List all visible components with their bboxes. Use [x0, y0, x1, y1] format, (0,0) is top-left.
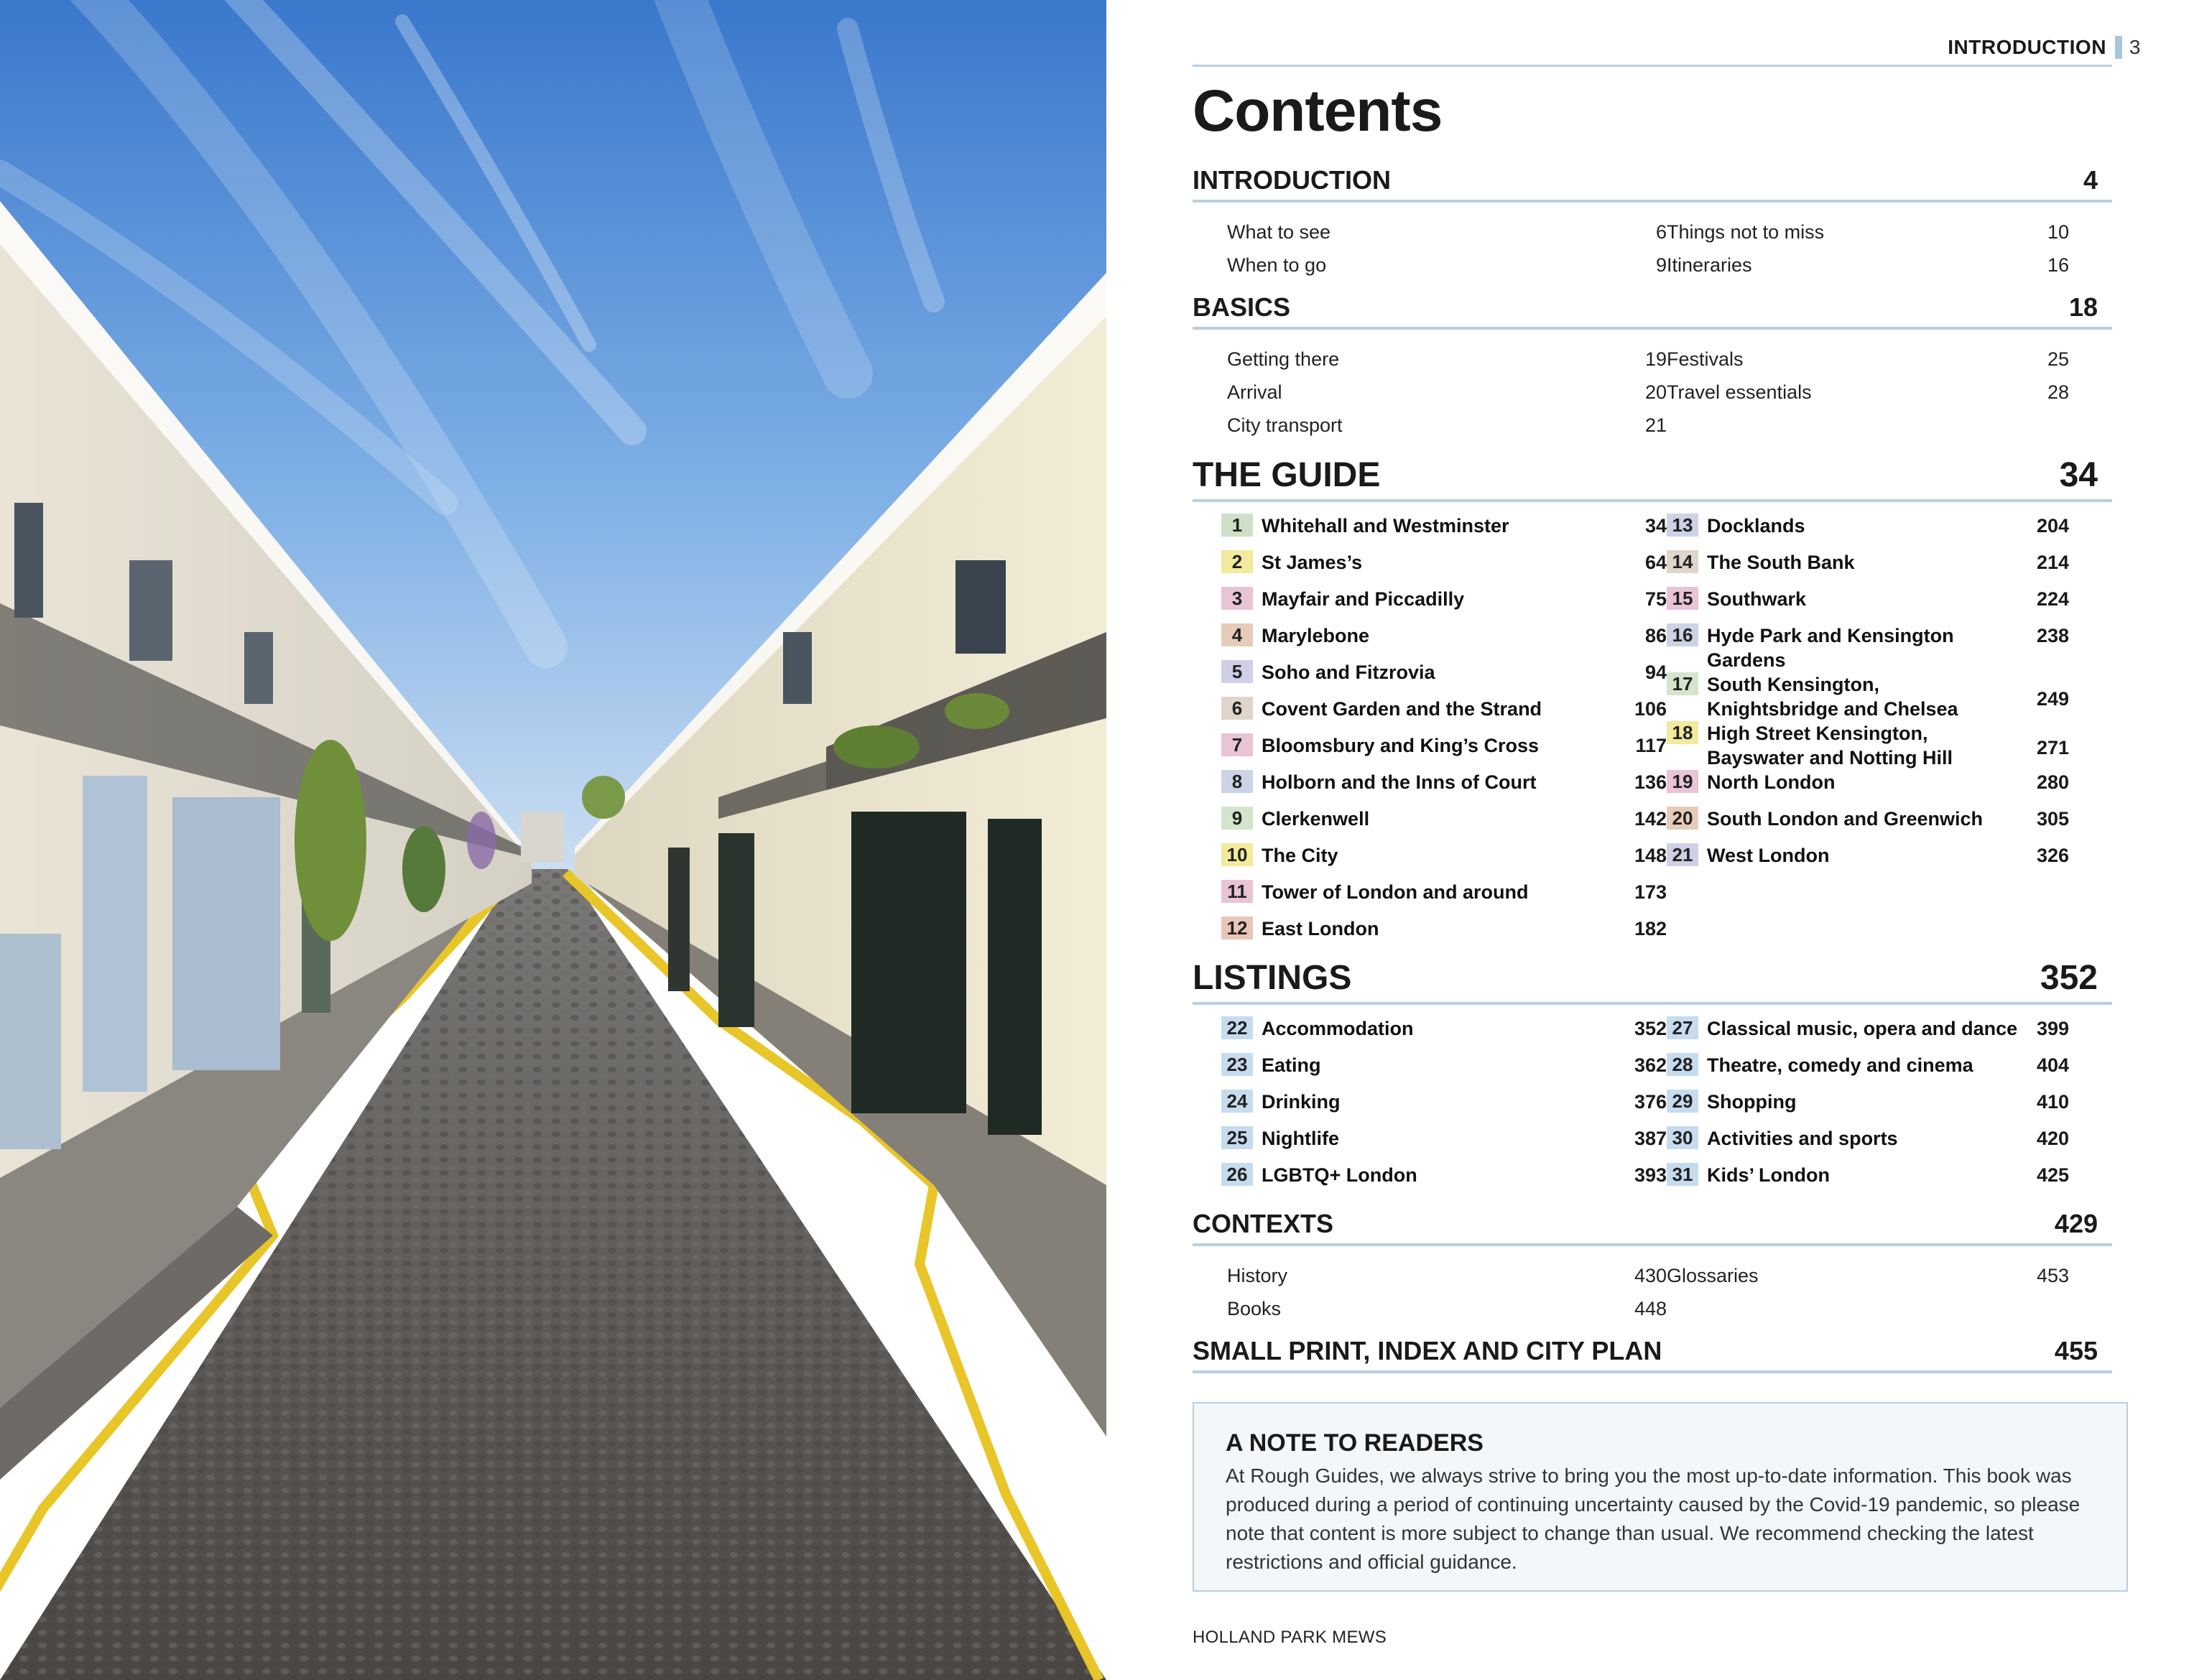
section-introduction: [1193, 165, 2112, 282]
section-title: LISTINGS: [1193, 959, 1352, 997]
chapter-number-badge: 1: [1221, 514, 1253, 537]
chapter-number-badge: 2: [1221, 550, 1253, 573]
chapter-page: 362: [1634, 1054, 1667, 1076]
chapter-page: 249: [2036, 688, 2069, 710]
chapter-title: Southwark: [1707, 588, 1807, 610]
note-to-readers-box: [1193, 1402, 2128, 1592]
chapter-entry[interactable]: [1667, 807, 2069, 843]
chapter-number-badge: 28: [1667, 1053, 1698, 1076]
toc-entry-page: 448: [1634, 1298, 1667, 1319]
running-head-bar: [2115, 36, 2122, 59]
chapter-number-badge: 31: [1667, 1163, 1698, 1186]
page-number: 3: [2129, 36, 2141, 58]
page-title: Contents: [1193, 78, 1443, 144]
chapter-number-badge: 8: [1221, 770, 1253, 793]
running-head-label: INTRODUCTION: [1948, 36, 2106, 58]
chapter-entry[interactable]: [1667, 1053, 2069, 1090]
chapter-page: 117: [1635, 735, 1667, 756]
section-header[interactable]: [1193, 1336, 2112, 1373]
toc-entry[interactable]: [1667, 1259, 2069, 1292]
chapter-entry[interactable]: [1193, 623, 1667, 660]
chapter-entry[interactable]: [1193, 1163, 1667, 1199]
section-title: SMALL PRINT, INDEX AND CITY PLAN: [1193, 1336, 1662, 1365]
section-title: CONTEXTS: [1193, 1209, 1334, 1238]
toc-entry-label: Arrival: [1227, 381, 1282, 403]
chapter-number-badge: 12: [1221, 916, 1253, 939]
chapter-list-right: [1667, 514, 2069, 953]
chapter-page: 326: [2036, 845, 2069, 866]
chapter-list-right: [1667, 1016, 2069, 1199]
chapter-title-line: Knightsbridge and Chelsea: [1707, 698, 1958, 720]
chapter-entry[interactable]: [1667, 587, 2069, 623]
chapter-page: 387: [1634, 1128, 1667, 1149]
chapter-page: 86: [1644, 625, 1667, 646]
chapter-number-badge: 3: [1221, 587, 1253, 610]
toc-entry[interactable]: [1667, 215, 2069, 249]
section-page: 18: [2068, 292, 2098, 322]
plain-list-right: [1667, 343, 2069, 442]
section-title: BASICS: [1193, 292, 1291, 322]
chapter-title-line: Bayswater and Notting Hill: [1707, 747, 1953, 769]
chapter-page: 376: [1634, 1091, 1667, 1113]
section-header[interactable]: [1193, 1209, 2112, 1246]
toc-entry-page: 21: [1644, 414, 1667, 436]
chapter-page: 305: [2036, 808, 2069, 830]
toc-entry-label: Festivals: [1667, 348, 1744, 370]
chapter-number-badge: 13: [1667, 514, 1698, 537]
toc-entry-label: What to see: [1227, 221, 1331, 243]
chapter-title: Whitehall and Westminster: [1262, 515, 1509, 537]
chapter-number-badge: 21: [1667, 843, 1698, 866]
chapter-entry[interactable]: [1193, 770, 1667, 807]
toc-entry[interactable]: [1193, 1292, 1667, 1325]
chapter-title: Clerkenwell: [1262, 808, 1370, 830]
section-basics: [1193, 292, 2112, 442]
chapter-list-left: [1193, 514, 1667, 953]
chapter-page: 64: [1644, 552, 1667, 573]
chapter-title: South London and Greenwich: [1707, 808, 1983, 830]
chapter-page: 106: [1634, 698, 1667, 720]
chapter-entry[interactable]: [1193, 807, 1667, 843]
chapter-number-badge: 5: [1221, 660, 1253, 683]
toc-entry-page: 430: [1634, 1265, 1667, 1286]
chapter-page: 148: [1634, 845, 1667, 866]
chapter-entry[interactable]: [1193, 733, 1667, 770]
chapter-entry[interactable]: [1193, 514, 1667, 550]
chapter-page: 404: [2036, 1054, 2069, 1076]
toc-entry-page: 28: [2047, 381, 2069, 403]
contents-page: [1193, 0, 2141, 1680]
toc-entry-page: 6: [1655, 221, 1667, 243]
section-page: 4: [2083, 165, 2098, 195]
chapter-page: 425: [2036, 1164, 2069, 1186]
chapter-entry[interactable]: [1667, 843, 2069, 880]
section-page: 34: [2059, 456, 2098, 494]
chapter-number-badge: 19: [1667, 770, 1698, 793]
toc-entry[interactable]: [1193, 343, 1667, 376]
section-header[interactable]: [1193, 958, 2112, 1005]
chapter-page: 214: [2036, 552, 2069, 573]
chapter-title: Mayfair and Piccadilly: [1262, 588, 1465, 610]
chapter-entry[interactable]: [1193, 1016, 1667, 1053]
chapter-title: Theatre, comedy and cinema: [1707, 1054, 1973, 1076]
chapter-page: 280: [2036, 771, 2069, 793]
plain-list-left: [1193, 215, 1667, 282]
chapter-number-badge: 14: [1667, 550, 1698, 573]
chapter-page: 173: [1634, 881, 1667, 903]
toc-entry-page: 453: [2036, 1265, 2069, 1286]
chapter-page: 420: [2036, 1128, 2069, 1149]
chapter-entry[interactable]: [1193, 843, 1667, 880]
chapter-page: 224: [2036, 588, 2069, 610]
toc-entry[interactable]: [1193, 1259, 1667, 1292]
chapter-title: The City: [1262, 845, 1338, 866]
chapter-title-line: High Street Kensington,: [1707, 723, 1928, 744]
chapter-title: Accommodation: [1262, 1018, 1414, 1039]
toc-entry-label: When to go: [1227, 254, 1327, 276]
chapter-number-badge: 27: [1667, 1016, 1698, 1039]
toc-entry[interactable]: [1193, 409, 1667, 442]
chapter-title: East London: [1262, 918, 1379, 939]
section-small-print: [1193, 1336, 2112, 1373]
chapter-number-badge: 26: [1221, 1163, 1253, 1186]
chapter-number-badge: 30: [1667, 1126, 1698, 1149]
chapter-page: 352: [1634, 1018, 1667, 1039]
chapter-entry[interactable]: [1193, 1053, 1667, 1090]
section-header[interactable]: [1193, 165, 2112, 203]
chapter-number-badge: 20: [1667, 807, 1698, 830]
photo-caption: HOLLAND PARK MEWS: [1193, 1628, 1387, 1647]
chapter-title: LGBTQ+ London: [1262, 1164, 1417, 1186]
chapter-page: 182: [1634, 918, 1667, 939]
toc-entry-label: History: [1227, 1265, 1288, 1286]
toc-entry-page: 16: [2047, 254, 2069, 276]
chapter-entry[interactable]: [1193, 660, 1667, 697]
chapter-entry[interactable]: [1667, 623, 2069, 672]
chapter-title: Kids’ London: [1707, 1164, 1830, 1186]
chapter-title: Shopping: [1707, 1091, 1797, 1113]
chapter-entry[interactable]: [1667, 550, 2069, 587]
chapter-entry[interactable]: [1667, 770, 2069, 807]
toc-entry[interactable]: [1193, 249, 1667, 282]
toc-entry-label: Books: [1227, 1298, 1282, 1319]
chapter-page: 410: [2036, 1091, 2069, 1113]
chapter-page: 399: [2036, 1018, 2069, 1039]
chapter-entry[interactable]: [1193, 550, 1667, 587]
chapter-title: Soho and Fitzrovia: [1262, 662, 1435, 683]
chapter-page: 75: [1644, 588, 1667, 610]
chapter-number-badge: 25: [1221, 1126, 1253, 1149]
chapter-page: 271: [2036, 737, 2069, 758]
chapter-entry[interactable]: [1667, 1016, 2069, 1053]
chapter-entry[interactable]: [1193, 1126, 1667, 1163]
toc-entry-page: 20: [1644, 381, 1667, 403]
chapter-title: Drinking: [1262, 1091, 1341, 1113]
toc-entry-page: 10: [2047, 221, 2069, 243]
chapter-entry[interactable]: [1667, 1090, 2069, 1126]
toc-entry-label: City transport: [1227, 414, 1343, 436]
plain-list-left: [1193, 343, 1667, 442]
toc-entry-label: Glossaries: [1667, 1265, 1759, 1286]
chapter-title-line: South Kensington,: [1707, 674, 1879, 695]
chapter-title: Classical music, opera and dance: [1707, 1018, 2018, 1039]
chapter-number-badge: 15: [1667, 587, 1698, 610]
section-title: THE GUIDE: [1193, 456, 1381, 494]
chapter-title: [1707, 672, 2019, 721]
section-listings: [1193, 958, 2112, 1199]
chapter-entry[interactable]: [1193, 880, 1667, 916]
chapter-title: West London: [1707, 845, 1830, 866]
chapter-title: North London: [1707, 771, 1836, 793]
toc-entry-page: 9: [1655, 254, 1667, 276]
chapter-title: Marylebone: [1262, 625, 1370, 646]
chapter-title: Holborn and the Inns of Court: [1262, 771, 1537, 793]
chapter-page: 94: [1644, 662, 1667, 683]
chapter-title: Tower of London and around: [1262, 881, 1529, 903]
section-title: INTRODUCTION: [1193, 165, 1391, 195]
chapter-number-badge: 17: [1667, 672, 1698, 695]
chapter-title: Nightlife: [1262, 1128, 1339, 1149]
chapter-entry[interactable]: [1667, 721, 2069, 770]
toc-entry-page: 25: [2047, 348, 2069, 370]
chapter-number-badge: 22: [1221, 1016, 1253, 1039]
section-header[interactable]: [1193, 455, 2112, 502]
chapter-title: Activities and sports: [1707, 1128, 1898, 1149]
chapter-title: [1707, 721, 2019, 770]
toc-entry[interactable]: [1193, 376, 1667, 409]
chapter-number-badge: 7: [1221, 733, 1253, 756]
chapter-number-badge: 16: [1667, 623, 1698, 646]
toc-entry[interactable]: [1667, 343, 2069, 376]
section-header[interactable]: [1193, 292, 2112, 330]
note-text: At Rough Guides, we always strive to bring you the most up-to-date information. This book was produced during a period of continuing uncertainty caused by the Covid-19 pandemic, so please note that content is more subject to change than usual. We recommend checking the latest restrictions and official guidance.: [1226, 1465, 2081, 1573]
chapter-entry[interactable]: [1193, 916, 1667, 953]
section-the-guide: [1193, 455, 2112, 953]
chapter-page: 204: [2036, 515, 2069, 537]
plain-list-right: [1667, 1259, 2069, 1325]
chapter-entry[interactable]: [1667, 672, 2069, 721]
chapter-page: 142: [1634, 808, 1667, 830]
chapter-page: 136: [1634, 771, 1667, 793]
chapter-title: Docklands: [1707, 515, 1805, 537]
chapter-title: Eating: [1262, 1054, 1321, 1076]
plain-list-right: [1667, 215, 2069, 282]
chapter-number-badge: 4: [1221, 623, 1253, 646]
chapter-entry[interactable]: [1193, 587, 1667, 623]
chapter-title: Bloomsbury and King’s Cross: [1262, 735, 1540, 756]
toc-entry-label: Things not to miss: [1667, 221, 1825, 243]
chapter-number-badge: 23: [1221, 1053, 1253, 1076]
chapter-entry[interactable]: [1667, 1163, 2069, 1199]
note-title: A NOTE TO READERS: [1226, 1429, 1484, 1457]
chapter-number-badge: 9: [1221, 807, 1253, 830]
chapter-number-badge: 24: [1221, 1090, 1253, 1113]
chapter-list-left: [1193, 1016, 1667, 1199]
running-head: [1948, 36, 2141, 59]
chapter-number-badge: 11: [1221, 880, 1253, 903]
chapter-entry[interactable]: [1667, 1126, 2069, 1163]
toc-entry[interactable]: [1667, 376, 2069, 409]
chapter-title: St James’s: [1262, 552, 1363, 573]
chapter-number-badge: 29: [1667, 1090, 1698, 1113]
chapter-number-badge: 18: [1667, 721, 1698, 744]
section-page: 352: [2040, 959, 2098, 997]
chapter-page: 238: [2036, 625, 2069, 646]
chapter-number-badge: 6: [1221, 697, 1253, 720]
chapter-page: 393: [1634, 1164, 1667, 1186]
chapter-title: The South Bank: [1707, 552, 1855, 573]
section-page: 429: [2054, 1209, 2098, 1238]
chapter-entry[interactable]: [1193, 697, 1667, 733]
chapter-page: 34: [1644, 515, 1667, 537]
toc-entry-label: Itineraries: [1667, 254, 1752, 276]
chapter-title: Hyde Park and Kensington Gardens: [1707, 625, 1954, 671]
section-contexts: [1193, 1209, 2112, 1325]
toc-entry-page: 19: [1644, 348, 1667, 370]
chapter-number-badge: 10: [1221, 843, 1253, 866]
plain-list-left: [1193, 1259, 1667, 1325]
toc-entry[interactable]: [1667, 249, 2069, 282]
toc-entry-label: Travel essentials: [1667, 381, 1812, 403]
toc-entry[interactable]: [1193, 215, 1667, 249]
chapter-title: Covent Garden and the Strand: [1262, 698, 1542, 720]
chapter-entry[interactable]: [1193, 1090, 1667, 1126]
chapter-entry[interactable]: [1667, 514, 2069, 550]
toc-entry-label: Getting there: [1227, 348, 1340, 370]
section-page: 455: [2054, 1336, 2098, 1365]
top-rule: [1193, 65, 2112, 67]
